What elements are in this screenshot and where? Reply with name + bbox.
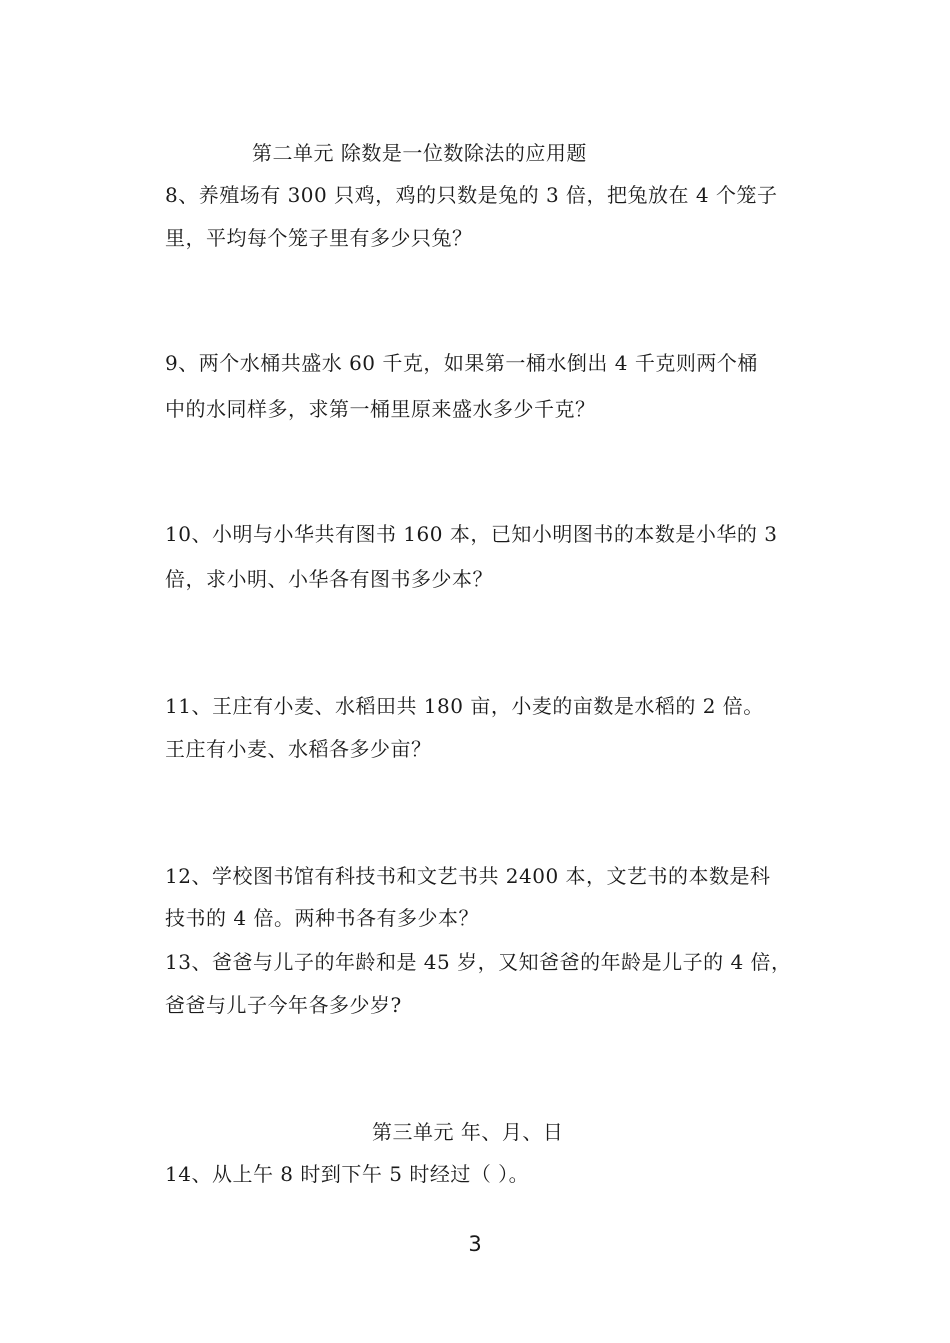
question-10-line-2: 倍，求小明、小华各有图书多少本？ [165,567,493,591]
question-11-line-1: 11、王庄有小麦、水稻田共 180 亩，小麦的亩数是水稻的 2 倍。 [165,694,764,718]
question-9-line-2: 中的水同样多，求第一桶里原来盛水多少千克？ [165,397,596,421]
question-12-line-2: 技书的 4 倍。两种书各有多少本？ [165,906,479,930]
question-11-line-2: 王庄有小麦、水稻各多少亩？ [165,737,432,761]
question-9-line-1: 9、两个水桶共盛水 60 千克，如果第一桶水倒出 4 千克则两个桶 [165,351,758,375]
question-12-line-1: 12、学校图书馆有科技书和文艺书共 2400 本，文艺书的本数是科 [165,864,771,888]
question-13-line-1: 13、爸爸与儿子的年龄和是 45 岁，又知爸爸的年龄是儿子的 4 倍， [165,950,792,974]
question-8-line-1: 8、养殖场有 300 只鸡，鸡的只数是兔的 3 倍，把兔放在 4 个笼子 [165,183,778,207]
section-2-heading: 第二单元 除数是一位数除法的应用题 [252,141,587,165]
question-13-line-2: 爸爸与儿子今年各多少岁? [165,993,402,1017]
section-3-heading: 第三单元 年、月、日 [372,1120,564,1144]
page-number: 3 [468,1232,482,1256]
question-8-line-2: 里，平均每个笼子里有多少只兔？ [165,226,473,250]
question-10-line-1: 10、小明与小华共有图书 160 本，已知小明图书的本数是小华的 3 [165,522,778,546]
question-14-line-1: 14、从上午 8 时到下午 5 时经过（ ）。 [165,1162,530,1186]
